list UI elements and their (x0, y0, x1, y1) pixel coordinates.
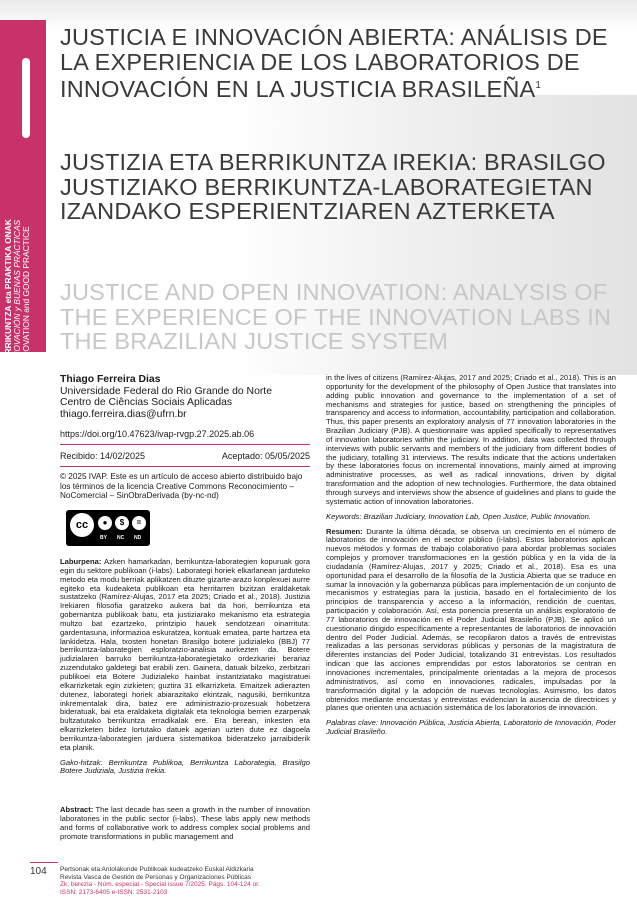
sidebar-label-en: INNOVATION and GOOD PRACTICE (21, 226, 31, 366)
abstract-label: Abstract: (60, 805, 94, 814)
laburpena-text: Azken hamarkadan, berrikuntza-laborategien kopuruak gora egin du sektore publikoan (i-labs). Laborategi horiek elkarlanean jarduteko metodo eta modu berriak aplikatzen dituzte gizarte-arazo konplexuei aurre egiteko eta kudeaketa publikoan eta herritarren bizitzan eraldaketak sustatzeko (Ramírez-Alujas, 2017 eta 2025; Criado et al., 2018). Justizia Irekiaren filosofia garatzeko aukera bat da hori, berrikuntza eta gobernantza publikoak batu, eta justiziarako mekanismo eta estrategia multzo bat ezartzeko, printzipio hauek sendotzeari oinarrituta: gardentasuna, informazioa eskuratzea, kontuak ematea, parte hartzea eta lankidetza. Hala, txosten honetan Brasilgo botere judizialeko (BBJ) 77 berrikuntza-laborategien esploratzio-analisia aurkezten da. Botere judizialaren barruko berrikuntza-laborategietako ordezkariei berariaz zuzendutako galdetegi bat erabili zen. Gainera, datuak bilzeko, zerbitzari publikoei eta Botere Judizialeko hainbat instantziatako magistratuei elkarrizketak egin zizkieten; guztira 31 elkarrizketa. Emaitzek adierazten dutenez, laborategi horiek abiarazitako ekintzak, nagusiki, berrikuntza inkrementalak dira, batez ere administrazio-prozesuak hobetzera bideratuak, bai eta eraldaketa digitalak eta teknologia berrien ezarpenak bultzatutako berrikuntza erradikalak ere. Era berean, inkesten eta elkarrizketen bidez lortutako datuek agerian uzten dute ez dagoela berrikuntza-laborategien jarduera sistematikoa bideratzeko jarraibiderik eta planik. (60, 557, 310, 752)
journal-name-eu: Pertsonak eta Antolakunde Publikoak kudeatzeko Euskal Aldizkaria (60, 866, 254, 873)
abstract-kw-label: Keywords: (326, 511, 362, 521)
author-block (60, 374, 310, 420)
laburpena-paragraph (60, 558, 310, 753)
divider (60, 444, 310, 445)
cc-logo-icon: cc (70, 513, 94, 537)
title-spanish (60, 25, 620, 101)
journal-footer (60, 866, 390, 896)
issn-info: ISSN: 2173-6405 e-ISSN: 2531-2103 (60, 888, 168, 896)
section-sidebar (0, 20, 46, 366)
journal-name-es: Revista Vasca de Gestión de Personas y Organizaciones Públicas (60, 873, 252, 881)
title-footnote-ref[interactable]: 1 (535, 80, 542, 91)
sidebar-label-es: INNOVACIÓN y BUENAS PRÁCTICAS (12, 219, 22, 366)
creative-commons-badge[interactable] (66, 510, 150, 546)
footer-divider (30, 862, 58, 863)
accepted-date: Aceptado: 05/05/2025 (221, 451, 310, 461)
laburpena-label: Laburpena: (60, 557, 102, 566)
sidebar-label-eu: BERRIKUNTZA eta PRAKTIKA ONAK (3, 219, 13, 366)
abstract-text: The last decade has seen a growth in the number of innovation laboratories in the public sector (i-labs). These labs apply new methods and forms of collaborative work to address complex social problems and promote transformations in public management and (60, 805, 310, 841)
resumen-label: Resumen: (326, 526, 363, 536)
abstract-section (60, 806, 310, 841)
right-column (326, 374, 616, 743)
nc-icon: $ (115, 516, 129, 530)
issue-info: Zk. berezia - Núm. especial - Special issue 7/2025. Págs. 104-124 or. (60, 881, 260, 889)
resumen-text: Durante la última década, se observa un crecimiento en el número de laboratorios de innovación en el sector público (i-labs). Estos laboratorios aplican nuevos métodos y formas de trabajo colaborativo para abordar problemas sociales complejos y promover transformaciones en la gestión pública y en la vida de la ciudadanía (Ramírez-Alujas, 2017 y 2025; Criado et al., 2018). Esa es una oportunidad para el desarrollo de la filosofía de la Justicia Abierta que se traduce en sumar la innovación y la gobernanza públicas para implementación de un conjunto de mecanismos y estrategias para la justicia, basado en el fortalecimiento de los principios de transparencia y acceso a la información, rendición de cuentas, participación y colaboración. Así, esta ponencia presenta un análisis exploratorio de 77 laboratorios de innovación en el Poder Judicial Brasileño (PJB). Se aplicó un cuestionario dirigido específicamente a representantes de laboratorios de innovación dentro del Poder Judicial. Además, se recopilaron datos a través de entrevistas realizadas a las personas servidoras públicas y personas de la magistratura de diferentes instancias del Poder Judicial, totalizando 31 entrevistas. Los resultados indican que las acciones emprendidas por estos laboratorios se centran en innovaciones incrementales, principalmente orientadas a la mejora de procesos administrativos, así como en innovaciones radicales, impulsadas por la transformación digital y la adopción de nuevas tecnologías. Asimismo, los datos obtenidos mediante encuestas y entrevistas evidencian la ausencia de directrices y planes que orienten una actuación sistemática de los laboratorios de innovación. (326, 526, 616, 713)
resumen-keywords (326, 719, 616, 737)
article-dates (60, 451, 310, 461)
nd-label: ND (134, 535, 142, 541)
resumen-paragraph (326, 528, 616, 714)
sidebar-marker (22, 58, 30, 138)
received-date: Recibido: 14/02/2025 (60, 451, 146, 461)
by-icon: ● (98, 516, 112, 530)
nc-label: NC (117, 535, 125, 541)
nd-icon: = (132, 516, 146, 530)
laburpena-keywords (60, 759, 310, 777)
page-number: 104 (30, 866, 47, 877)
title-english: JUSTICE AND OPEN INNOVATION: ANALYSIS OF THE EXPERIENCE OF THE INNOVATION LABS IN THE BRAZILIAN JUSTICE SYSTEM (60, 279, 612, 354)
sidebar-section-labels (4, 219, 31, 366)
abstract-keywords (326, 513, 616, 522)
title-basque: JUSTIZIA ETA BERRIKUNTZA IREKIA: BRASILGO JUSTIZIAKO BERRIKUNTZA-LABORATEGIETAN IZANDAKO ESPERIENTZIAREN AZTERKETA (60, 149, 606, 224)
title-spanish-text: JUSTICIA E INNOVACIÓN ABIERTA: ANÁLISIS DE LA EXPERIENCIA DE LOS LABORATORIOS DE INNOVACIÓN EN LA JUSTICIA BRASILEÑA (60, 24, 608, 102)
author-name: Thiago Ferreira Dias (60, 374, 161, 385)
author-email[interactable]: thiago.ferreira.dias@ufrn.br (60, 408, 187, 420)
laburpena-section (60, 558, 310, 782)
author-affiliation-center: Centro de Ciências Sociais Aplicadas (60, 397, 233, 408)
author-affiliation-university: Universidade Federal do Rio Grande do Norte (60, 385, 272, 397)
divider (60, 466, 310, 467)
abstract-continued: in the lives of citizens (Ramírez-Alujas, 2017 and 2025; Criado et al., 2018). This is an opportunity for the development of the philosophy of Open Justice that translates into adding public innovation and governance to the implementation of a set of mechanisms and strategies for justice, based on strengthening the principles of transparency and access to information, accountability, participation and collaboration. Thus, this paper presents an exploratory analysis of 77 innovation laboratories in the Brazilian Judiciary (PJB). A questionnaire was applied specifically to representatives of innovation laboratories within the judiciary. In addition, data was collected through interviews with public servants and members of the judiciary from different bodies of the judiciary, totalling 31 interviews. The results indicate that the actions undertaken by these laboratories focus on incremental innovations, mainly aimed at improving administrative processes, as well as radical innovations, driven by digital transformation and the adoption of new technologies. Furthermore, the data obtained through surveys and interviews show the absence of guidelines and plans to guide the systematic action of innovation laboratories. (326, 373, 616, 506)
laburpena-kw-label: Gako-hitzak: (60, 757, 103, 767)
license-text: © 2025 IVAP. Este es un artículo de acceso abierto distribuido bajo los términos de la licencia Creative Commons Reconocimiento – NoComercial – SinObraDerivada (by-nc-nd) (60, 472, 303, 501)
abstract-kw: Brazilian Judiciary, Innovation Lab, Open Justice, Public Innovation. (361, 511, 591, 521)
resumen-kw-label: Palabras clave: (326, 718, 378, 728)
doi-link[interactable]: https://doi.org/10.47623/ivap-rvgp.27.2025.ab.06 (60, 429, 255, 439)
by-label: BY (100, 535, 107, 541)
laburpena-kw: Berrikuntza Publikoa, Berrikuntza Laborategia, Brasilgo Botere Judiziala, Justizia Irekia. (60, 757, 310, 776)
resumen-kw: Innovación Pública, Justicia Abierta, Laboratorio de Innovación, Poder Judicial Brasileño. (326, 718, 616, 737)
